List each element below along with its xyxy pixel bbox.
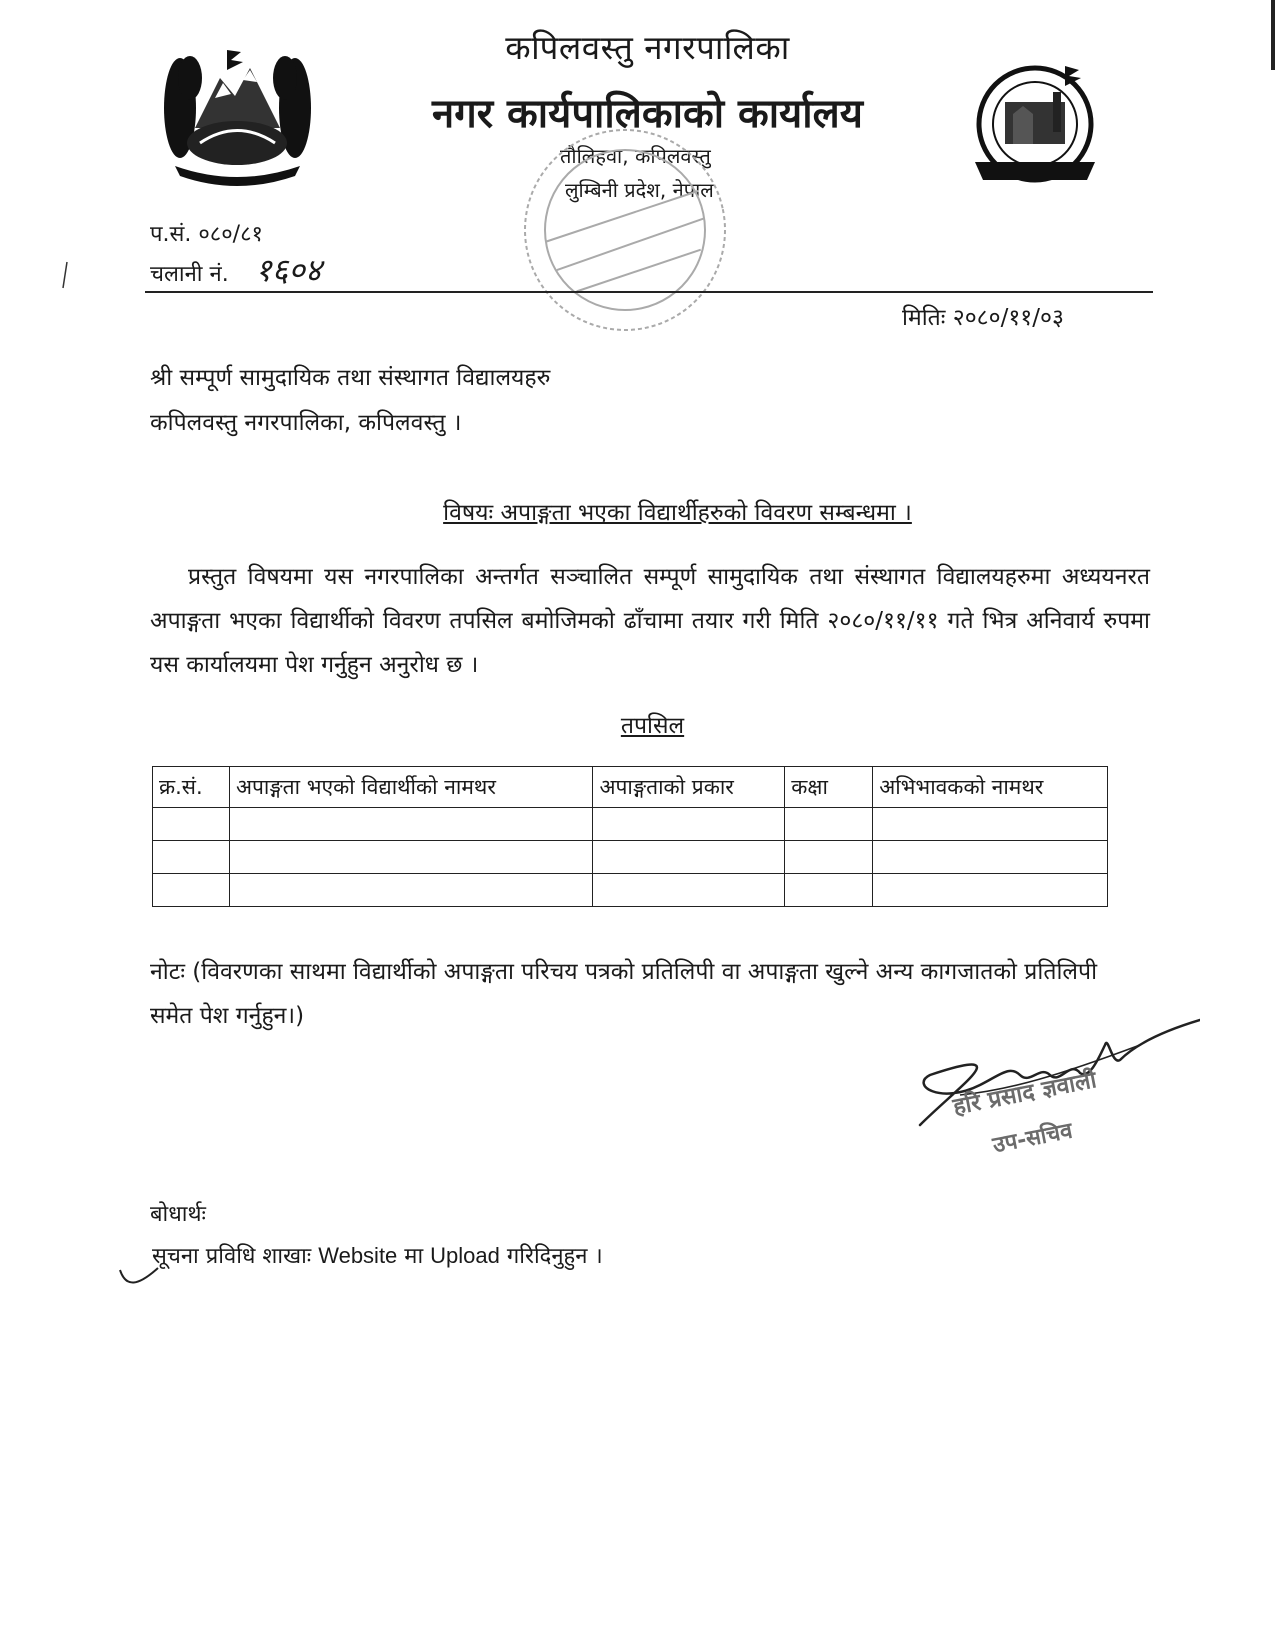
dispatch-number-handwritten: १६०४ (255, 251, 322, 289)
address-line-2: लुम्बिनी प्रदेश, नेपाल (565, 178, 714, 202)
annex-title: तपसिल (620, 713, 685, 739)
margin-pen-mark (60, 260, 70, 290)
dispatch-number-label: चलानी नं. (150, 262, 229, 287)
address-line-1: तौलिहवा, कपिलवस्तु (560, 144, 711, 168)
addressee-line-1: श्री सम्पूर्ण सामुदायिक तथा संस्थागत विद्यालयहरु (150, 365, 551, 391)
cc-upload: Upload (430, 1243, 500, 1268)
cc-website: Website (318, 1243, 398, 1268)
letter-reference-number: प.सं. ०८०/८१ (150, 222, 263, 247)
table-cell (229, 874, 592, 907)
office-name: नगर कार्यपालिकाको कार्यालय (432, 91, 863, 137)
table-header-row (153, 767, 1108, 808)
table-cell (785, 874, 873, 907)
letter-date: मितिः २०८०/११/०३ (902, 305, 1064, 331)
addressee-line-2: कपिलवस्तु नगरपालिका, कपिलवस्तु । (150, 410, 462, 436)
column-header-serial: क्र.सं. (153, 767, 230, 808)
signer-name-stamp: हरि प्रसाद ज्ञवाली (950, 1067, 1099, 1121)
letter-body: प्रस्तुत विषयमा यस नगरपालिका अन्तर्गत सञ्चालित सम्पूर्ण सामुदायिक तथा संस्थागत विद्यालयहरुमा अध्ययनरत अपाङ्गता भएका विद्यार्थीको विवरण तपसिल बमोजिमको ढाँचामा तयार गरी मिति २०८०/११/११ गते भित्र अनिवार्य रुपमा यस कार्यालयमा पेश गर्नुहुन अनुरोध छ । (150, 564, 1150, 678)
table-cell (153, 841, 230, 874)
table-cell (229, 841, 592, 874)
column-header-disability-type: अपाङ्गताको प्रकार (593, 767, 785, 808)
column-header-student-name: अपाङ्गता भएको विद्यार्थीको नामथर (229, 767, 592, 808)
table-cell (593, 841, 785, 874)
letter-note: नोटः (विवरणका साथमा विद्यार्थीको अपाङ्गता परिचय पत्रको प्रतिलिपी वा अपाङ्गता खुल्ने अन्य कागजातको प्रतिलिपी समेत पेश गर्नुहुन।) (150, 959, 1098, 1029)
cc-line (152, 1240, 603, 1270)
cc-ma: मा (404, 1244, 424, 1269)
table-cell (153, 874, 230, 907)
table-cell (593, 808, 785, 841)
table-cell (593, 874, 785, 907)
table-cell (873, 874, 1108, 907)
municipality-name: कपिलवस्तु नगरपालिका (505, 28, 790, 67)
subject-text: विषयः अपाङ्गता भएका विद्यार्थीहरुको विवरण सम्बन्धमा । (443, 500, 912, 526)
column-header-class: कक्षा (785, 767, 873, 808)
header-divider (145, 291, 1153, 293)
table-cell (785, 808, 873, 841)
table-cell (873, 808, 1108, 841)
table-cell (153, 808, 230, 841)
official-round-stamp-icon (505, 115, 745, 345)
table-cell (229, 808, 592, 841)
cc-label: बोधार्थः (150, 1202, 206, 1227)
table-row (153, 841, 1108, 874)
cc-recipient: सूचना प्रविधि शाखाः (152, 1244, 312, 1269)
table-row (153, 808, 1108, 841)
handwritten-tick-mark (118, 1260, 178, 1290)
municipality-seal-icon (965, 62, 1105, 192)
table-row (153, 874, 1108, 907)
annex-heading (0, 708, 1275, 740)
letter-subject (0, 495, 1275, 527)
table-cell (785, 841, 873, 874)
cc-suffix: गरिदिनुहुन । (506, 1244, 603, 1269)
annex-table (152, 766, 1108, 907)
table-cell (873, 841, 1108, 874)
signer-title-stamp: उप-सचिव (990, 1118, 1075, 1159)
column-header-guardian-name: अभिभावकको नामथर (873, 767, 1108, 808)
